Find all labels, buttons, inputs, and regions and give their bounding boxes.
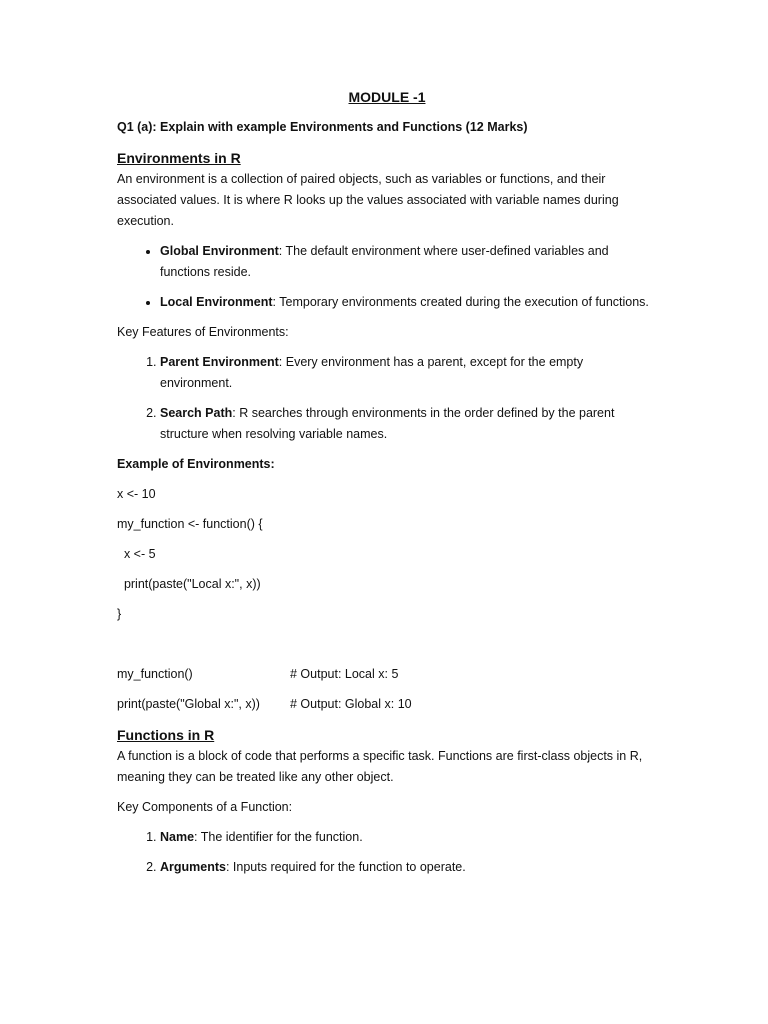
environments-intro: An environment is a collection of paired objects, such as variables or functions, and their associated values. It is where R looks up the values associated with variable names during execution.: [117, 172, 619, 228]
environments-heading: Environments in R: [117, 150, 241, 166]
question-heading: Q1 (a): Explain with example Environments and Functions (12 Marks): [117, 120, 528, 134]
definition: : Every environment has a parent, except for the empty environment.: [160, 355, 584, 390]
code-line: print(paste("Local x:", x)): [117, 577, 261, 591]
list-item: [160, 827, 657, 848]
call-code: print(paste("Global x:", x)): [117, 697, 260, 711]
list-item: [160, 403, 657, 445]
code-call-row: [117, 694, 657, 715]
functions-heading: Functions in R: [117, 727, 215, 743]
example-label: Example of Environments:: [117, 457, 275, 471]
module-title: MODULE -1: [348, 89, 426, 105]
list-item: [160, 292, 657, 313]
call-code: my_function(): [117, 667, 193, 681]
code-line: x <- 10: [117, 487, 156, 501]
list-item: [160, 241, 657, 283]
definition: : Temporary environments created during the execution of functions.: [272, 295, 649, 309]
call-comment: # Output: Global x: 10: [290, 697, 412, 711]
definition: : The identifier for the function.: [194, 830, 363, 844]
term: Parent Environment: [160, 355, 279, 369]
code-line: x <- 5: [117, 547, 156, 561]
list-item: [160, 352, 657, 394]
term: Search Path: [160, 406, 233, 420]
components-label: Key Components of a Function:: [117, 800, 293, 814]
code-line: my_function <- function() {: [117, 517, 263, 531]
document-content: [117, 86, 657, 887]
code-call-row: [117, 664, 657, 685]
term: Global Environment: [160, 244, 279, 258]
definition: : R searches through environments in the order defined by the parent structure when resolving variable names.: [160, 406, 615, 441]
blank-line: [117, 634, 657, 655]
code-line: }: [117, 607, 122, 621]
features-label: Key Features of Environments:: [117, 325, 289, 339]
functions-intro: A function is a block of code that performs a specific task. Functions are first-class objects in R, meaning they can be treated like any other object.: [117, 749, 643, 784]
term: Local Environment: [160, 295, 273, 309]
definition: : Inputs required for the function to operate.: [225, 860, 466, 874]
environment-types-list: [117, 241, 657, 313]
definition: : The default environment where user-defined variables and functions reside.: [160, 244, 609, 279]
call-comment: # Output: Local x: 5: [290, 667, 399, 681]
term: Name: [160, 830, 195, 844]
list-item: [160, 857, 657, 878]
components-list: [117, 827, 657, 878]
term: Arguments: [160, 860, 226, 874]
features-list: [117, 352, 657, 445]
